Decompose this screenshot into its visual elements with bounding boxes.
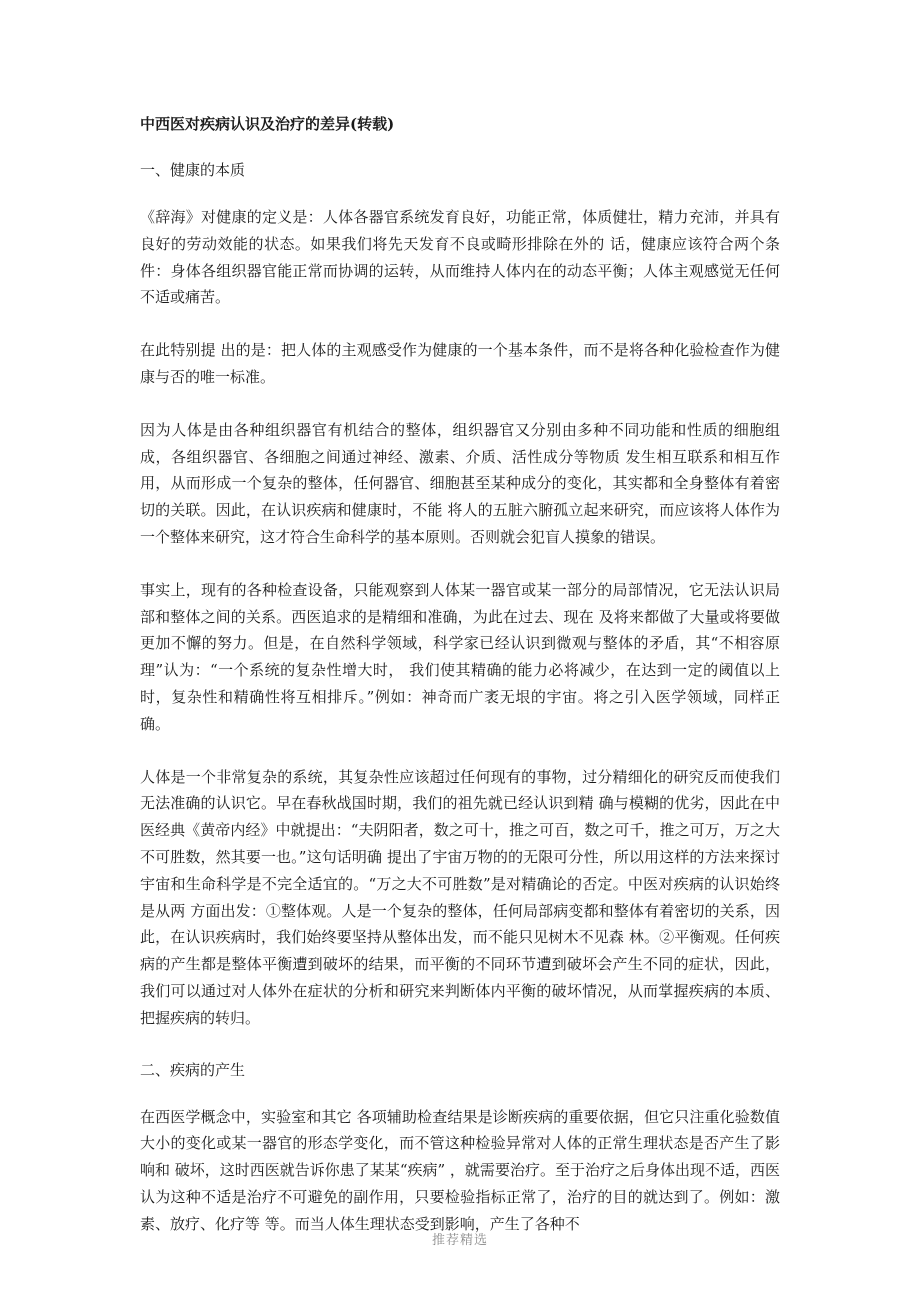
page-footer: 推荐精选 xyxy=(431,1233,488,1248)
paragraph: 因为人体是由各种组织器官有机结合的整体，组织器官又分别由多种不同功能和性质的细胞组成，各组织器官、各细胞之间通过神经、激素、介质、活性成分等物质 发生相互联系和相互作用，从而形成一个复杂的整体，任何器官、细胞甚至某种成分的变化，其实都和全身整体有着密切的关联。因此，在认识疾病和健康时，不能 将人的五脏六腑孤立起来研究，而应该将人体作为一个整体来研究，这才符合生命科学的基本原则。否则就会犯盲人摸象的错误。 xyxy=(140,420,780,546)
paragraph: 在西医学概念中，实验室和其它 各项辅助检查结果是诊断疾病的重要依据，但它只注重化验数值大小的变化或某一器官的形态学变化，而不管这种检验异常对人体的正常生理状态是否产生了影响和 破坏，这时西医就告诉你患了某某“疾病” ，就需要治疗。至于治疗之后身体出现不适，西医认为这种不适是治疗不可避免的副作用，只要检验指标正常了，治疗的目的就达到了。例如：激素、放疗、化疗等 等。而当人体生理状态受到影响，产生了各种不 xyxy=(140,1107,780,1233)
paragraph: 事实上，现有的各种检查设备，只能观察到人体某一器官或某一部分的局部情况，它无法认识局部和整体之间的关系。西医追求的是精细和准确，为此在过去、现在 及将来都做了大量或将要做更加不懈的努力。但是，在自然科学领域，科学家已经认识到微观与整体的矛盾，其“不相容原理”认为：“一个系统的复杂性增大时， 我们使其精确的能力必将减少，在达到一定的阈值以上时，复杂性和精确性将互相排斥。”例如：神奇而广袤无垠的宇宙。将之引入医学领域，同样正确。 xyxy=(140,580,780,733)
document-title: 中西医对疾病认识及治疗的差异(转载) xyxy=(140,115,395,133)
paragraph: 人体是一个非常复杂的系统，其复杂性应该超过任何现有的事物，过分精细化的研究反而使我们无法准确的认识它。早在春秋战国时期，我们的祖先就已经认识到精 确与模糊的优劣，因此在中医经典《黄帝内经》中就提出：“夫阴阳者，数之可十，推之可百，数之可千，推之可万，万之大不可胜数，然其要一也。”这句话明确 提出了宇宙万物的的无限可分性，所以用这样的方法来探讨宇宙和生命科学是不完全适宜的。“万之大不可胜数”是对精确论的否定。中医对疾病的认识始终是从两 方面出发：①整体观。人是一个复杂的整体，任何局部病变都和整体有着密切的关系，因此，在认识疾病时，我们始终要坚持从整体出发，而不能只见树木不见森 林。②平衡观。任何疾病的产生都是整体平衡遭到破坏的结果，而平衡的不同环节遭到破坏会产生不同的症状，因此，我们可以通过对人体外在症状的分析和研究来判断体内平衡的破坏情况，从而掌握疾病的本质、把握疾病的转归。 xyxy=(140,767,780,1027)
section-heading-health: 一、健康的本质 xyxy=(140,161,246,179)
paragraph: 在此特别提 出的是：把人体的主观感受作为健康的一个基本条件，而不是将各种化验检查作为健康与否的唯一标准。 xyxy=(140,341,780,386)
document-body xyxy=(140,112,780,1264)
section-heading-disease: 二、疾病的产生 xyxy=(140,1060,246,1079)
paragraph: 《辞海》对健康的定义是：人体各器官系统发育良好，功能正常，体质健壮，精力充沛，并具有良好的劳动效能的状态。如果我们将先天发育不良或畸形排除在外的 话，健康应该符合两个条件：身体各组织器官能正常而协调的运转，从而维持人体内在的动态平衡；人体主观感觉无任何不适或痛苦。 xyxy=(140,208,780,307)
